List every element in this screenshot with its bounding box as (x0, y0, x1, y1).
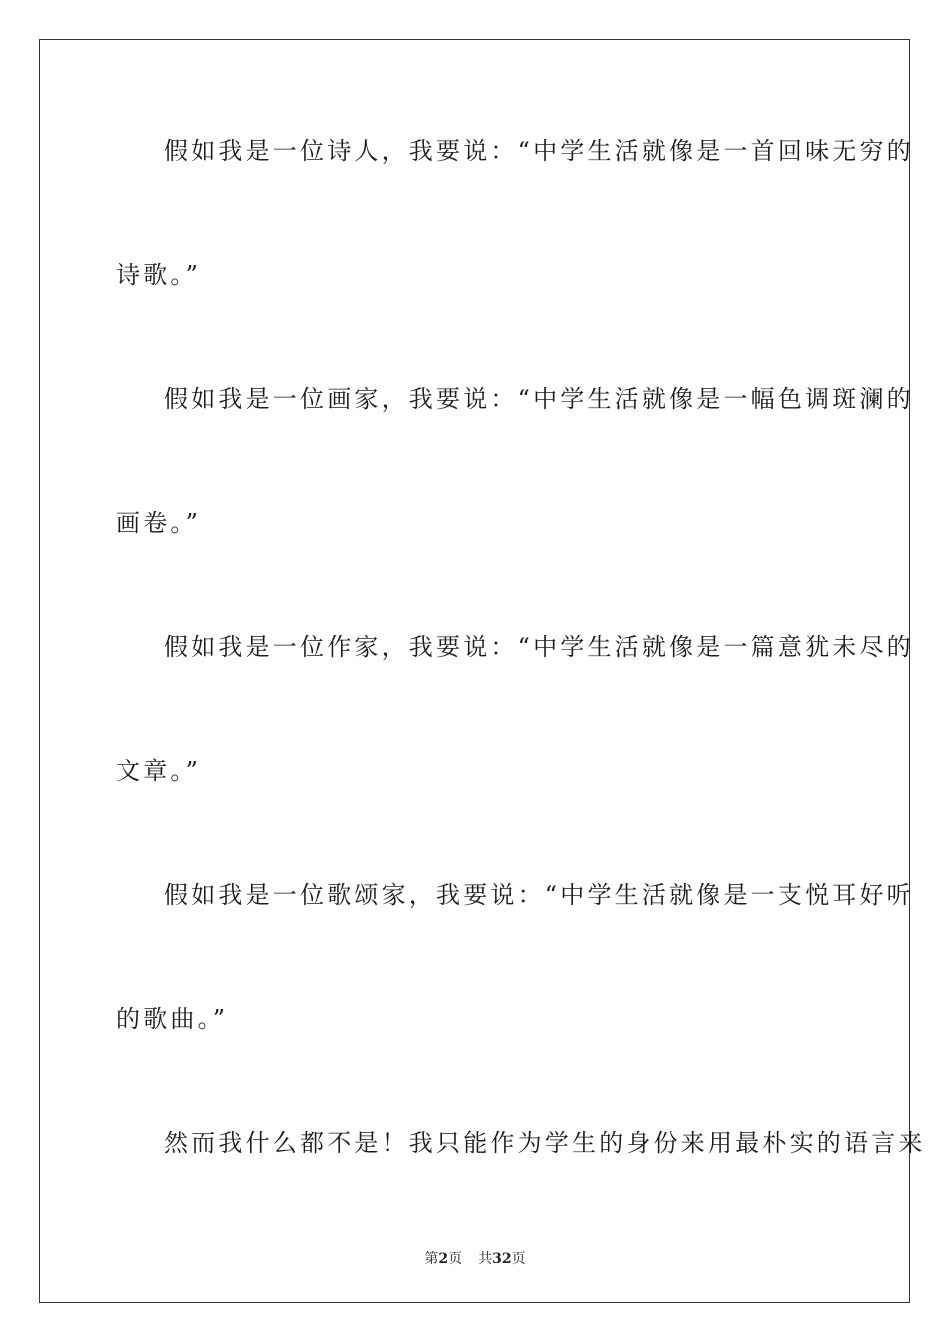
total-prefix: 共 (478, 1251, 493, 1267)
page-footer (0, 1248, 950, 1268)
page-suffix: 页 (448, 1251, 463, 1267)
paragraph-line: 画卷。” (116, 509, 202, 537)
paragraph-line: 的歌曲。” (116, 1005, 229, 1033)
page-prefix: 第 (424, 1251, 439, 1267)
total-pages: 32 (492, 1251, 512, 1267)
total-suffix: 页 (511, 1251, 526, 1267)
page-number: 2 (438, 1251, 449, 1267)
paragraph-line: 假如我是一位诗人，我要说：“中学生活就像是一首回味无穷的 (164, 137, 914, 165)
paragraph-line: 然而我什么都不是！我只能作为学生的身份来用最朴实的语言来 (164, 1129, 926, 1157)
page-border (39, 39, 910, 1303)
paragraph-line: 假如我是一位歌颂家，我要说：“中学生活就像是一支悦耳好听 (164, 881, 914, 909)
paragraph-line: 假如我是一位画家，我要说：“中学生活就像是一幅色调斑澜的 (164, 385, 914, 413)
paragraph-line: 文章。” (116, 757, 202, 785)
paragraph-line: 假如我是一位作家，我要说：“中学生活就像是一篇意犹未尽的 (164, 633, 914, 661)
paragraph-line: 诗歌。” (116, 261, 202, 289)
